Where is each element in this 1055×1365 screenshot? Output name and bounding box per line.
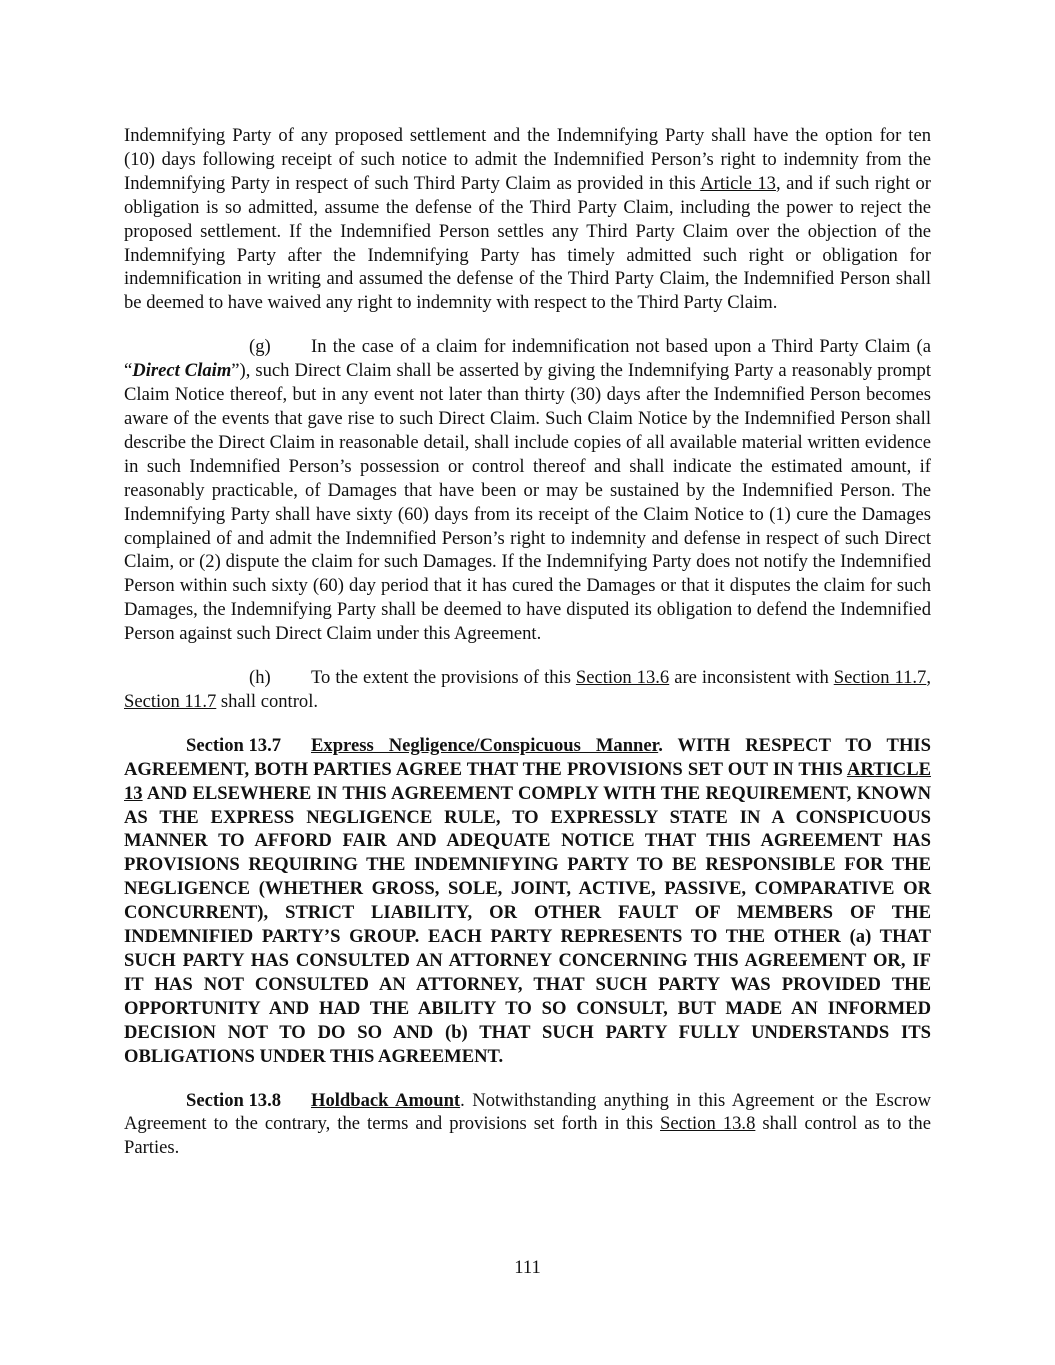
section-13-8-number: Section 13.8 — [186, 1089, 282, 1111]
section-11-7-reference-2: Section 11.7 — [124, 690, 217, 712]
paragraph-h-text-2: are inconsistent with — [669, 667, 834, 689]
paragraph-h-text-4: shall control. — [216, 690, 319, 712]
paragraph-g-text-2: ”), such Direct Claim shall be asserted by giving the Indemnifying Party a reasonably prompt Claim Notice thereof, but in any event not later than thirty (30) days after the Indemnified Person becomes aware of the events that gave rise to such Direct Claim. Such Claim Notice by the Indemnified Person shall describe the Direct Claim in reasonable detail, shall include copies of all available material written evidence in such Indemnified Person’s possession or control thereof and shall indicate the estimated amount, if reasonably practicable, of Damages that have been or may be sustained by the Indemnified Person. The Indemnifying Party shall have sixty (60) days from its receipt of the Claim Notice to (1) cure the Damages complained of and admit the Indemnified Person’s right to indemnity and defense in respect of such Direct Claim, or (2) dispute the claim for such Damages. If the Indemnifying Party does not notify the Indemnified Person within such sixty (60) day period that it has cured the Damages or that it disputes the claim for such Damages, the Indemnifying Party shall be deemed to have disputed its obligation to defend the Indemnified Person against such Direct Claim under this Agreement. — [124, 360, 931, 645]
section-13-7-heading: Express Negligence/Conspicuous Manner — [311, 734, 659, 756]
paragraph-h-text-3: , — [926, 667, 931, 689]
paragraph-h-label: (h) — [249, 667, 271, 689]
defined-term-direct-claim: Direct Claim — [132, 360, 232, 382]
section-13-7-number: Section 13.7 — [186, 734, 282, 756]
paragraph-f-text-2: , and if such right or obligation is so admitted, assume the defense of the Third Party Claim, including the power to reject the proposed settlement. If the Indemnified Person settles any Third Party Claim over the objection of the Indemnifying Party after the Indemnifying Party has timely admitted such right or obligation for indemnification in writing and assumed the defense of the Third Party Claim, the Indemnified Person shall be deemed to have waived any right to indemnity with respect to the Third Party Claim. — [124, 172, 931, 314]
section-13-8-reference: Section 13.8 — [660, 1113, 756, 1135]
section-13-8 — [124, 1089, 931, 1161]
section-13-8-text-2: shall control as to the Parties. — [124, 1113, 931, 1159]
section-13-6-reference: Section 13.6 — [575, 667, 670, 689]
section-13-7-text-2: AND ELSEWHERE IN THIS AGREEMENT COMPLY WITH THE REQUIREMENT, KNOWN AS THE EXPRESS NEGLIGENCE RULE, TO EXPRESSLY STATE IN A CONSPICUOUS MANNER TO AFFORD FAIR AND ADEQUATE NOTICE THAT THIS AGREEMENT HAS PROVISIONS REQUIRING THE INDEMNIFYING PARTY TO BE RESPONSIBLE FOR THE NEGLIGENCE (WHETHER GROSS, SOLE, JOINT, ACTIVE, PASSIVE, COMPARATIVE OR CONCURRENT), STRICT LIABILITY, OR OTHER FAULT OF MEMBERS OF THE INDEMNIFIED PARTY’S GROUP. EACH PARTY REPRESENTS TO THE OTHER (a) THAT SUCH PARTY HAS CONSULTED AN ATTORNEY CONCERNING THIS AGREEMENT OR, IF IT HAS NOT CONSULTED AN ATTORNEY, THAT SUCH PARTY WAS PROVIDED THE OPPORTUNITY AND HAD THE ABILITY TO SO CONSULT, BUT MADE AN INFORMED DECISION NOT TO DO SO AND (b) THAT SUCH PARTY FULLY UNDERSTANDS ITS OBLIGATIONS UNDER THIS AGREEMENT. — [124, 782, 931, 1067]
section-13-7 — [124, 734, 931, 1069]
paragraph-g-text-1: In the case of a claim for indemnification not based upon a Third Party Claim (a “ — [124, 336, 931, 382]
section-13-7-text-1: WITH RESPECT TO THIS AGREEMENT, BOTH PARTIES AGREE THAT THE PROVISIONS SET OUT IN THIS — [124, 734, 931, 780]
paragraph-g — [124, 335, 931, 646]
page-number: 111 — [514, 1257, 541, 1278]
paragraph-f-continuation — [124, 124, 931, 315]
paragraph-g-label: (g) — [249, 336, 271, 358]
paragraph-f-text-1: Indemnifying Party of any proposed settlement and the Indemnifying Party shall have the option for ten (10) days following receipt of such notice to admit the Indemnified Person’s right to indemnity from the Indemnifying Party in respect of such Third Party Claim as provided in this — [124, 125, 931, 194]
document-page — [124, 124, 931, 1160]
paragraph-h — [124, 666, 931, 714]
section-13-8-heading: Holdback Amount — [311, 1089, 461, 1111]
paragraph-h-text-1: To the extent the provisions of this — [311, 667, 576, 689]
section-13-7-period: . — [658, 734, 663, 756]
section-13-8-text-1: . Notwithstanding anything in this Agreement or the Escrow Agreement to the contrary, the terms and provisions set forth in this — [124, 1089, 931, 1135]
article-13-reference: Article 13 — [700, 172, 776, 194]
section-11-7-reference: Section 11.7 — [833, 667, 927, 689]
article-13-caps-reference: ARTICLE 13 — [124, 758, 931, 804]
